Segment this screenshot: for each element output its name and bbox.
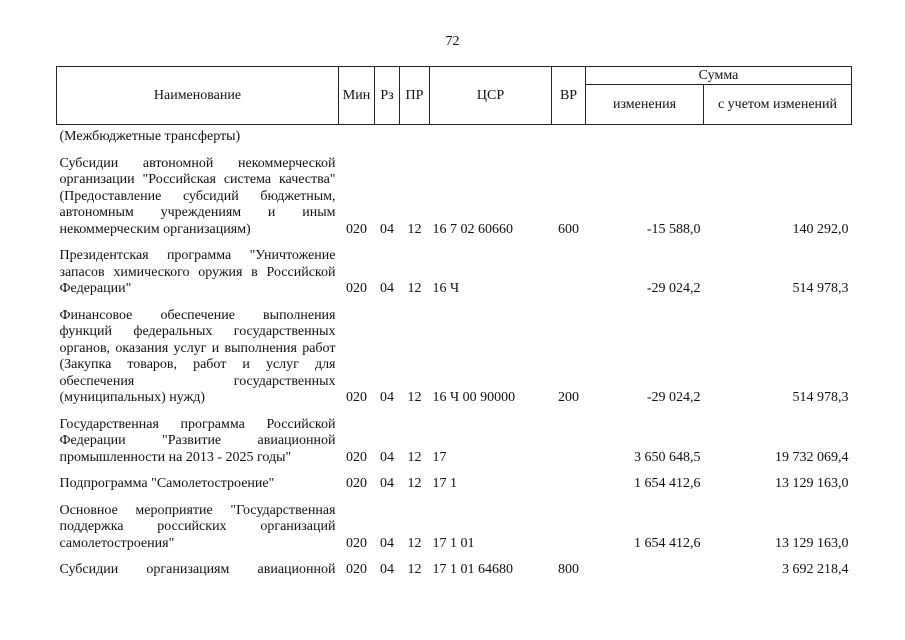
budget-table bbox=[56, 66, 852, 579]
row-min: 020 bbox=[346, 449, 367, 465]
row-csr: 16 Ч 00 90000 bbox=[432, 390, 516, 405]
row-csr: 17 1 01 bbox=[432, 535, 475, 551]
header-name: Наименование bbox=[57, 67, 339, 125]
header-with-changes: с учетом изменений bbox=[704, 85, 852, 125]
row-with-changes: 514 978,3 bbox=[792, 390, 849, 405]
row-name: Субсидии автономной некоммерческой организации "Российская система качества" (Предоставление субсидий бюджетным, автономным учреждениям и иным некоммерческим организациям) bbox=[59, 155, 336, 237]
row-pr: 12 bbox=[407, 562, 422, 577]
row-pr: 12 bbox=[407, 221, 422, 237]
row-csr: 16 7 02 60660 bbox=[432, 221, 513, 237]
row-vr: 600 bbox=[558, 221, 579, 237]
header-sum: Сумма bbox=[586, 67, 852, 85]
table-row bbox=[57, 298, 852, 407]
row-changes: -15 588,0 bbox=[646, 221, 701, 237]
table-row bbox=[57, 238, 852, 298]
row-rz: 04 bbox=[380, 449, 394, 465]
row-changes: 1 654 412,6 bbox=[634, 476, 701, 491]
header-pr: ПР bbox=[400, 67, 430, 125]
row-rz: 04 bbox=[380, 562, 394, 577]
row-csr: 17 1 01 64680 bbox=[432, 562, 513, 577]
row-rz: 04 bbox=[380, 535, 394, 551]
row-csr bbox=[430, 125, 552, 146]
row-with-changes: 140 292,0 bbox=[792, 221, 849, 237]
page-number: 72 bbox=[445, 34, 460, 49]
row-min: 020 bbox=[346, 562, 367, 577]
row-changes: -29 024,2 bbox=[646, 390, 701, 405]
row-changes: -29 024,2 bbox=[646, 281, 701, 296]
row-changes: 1 654 412,6 bbox=[634, 535, 701, 551]
row-with-changes: 19 732 069,4 bbox=[775, 449, 849, 465]
row-vr bbox=[552, 238, 586, 298]
row-min: 020 bbox=[346, 221, 367, 237]
row-pr: 12 bbox=[407, 449, 422, 465]
row-vr: 800 bbox=[558, 562, 579, 577]
header-csr: ЦСР bbox=[430, 67, 552, 125]
row-changes bbox=[586, 552, 704, 579]
header-min: Мин bbox=[339, 67, 375, 125]
row-with-changes: 3 692 218,4 bbox=[782, 562, 849, 577]
table-row bbox=[57, 552, 852, 579]
header-vr: ВР bbox=[552, 67, 586, 125]
table-row bbox=[57, 493, 852, 553]
header-rz: Рз bbox=[375, 67, 400, 125]
row-pr bbox=[400, 125, 430, 146]
row-rz: 04 bbox=[380, 476, 394, 491]
row-with-changes: 13 129 163,0 bbox=[775, 535, 849, 551]
row-name: Финансовое обеспечение выполнения функций федеральных государственных органов, оказания услуг и выполнения работ (Закупка товаров, работ и услуг для обеспечения государственных (муниципальных) нужд) bbox=[59, 307, 336, 405]
row-pr: 12 bbox=[407, 390, 422, 405]
row-csr: 17 bbox=[432, 449, 447, 465]
row-csr: 16 Ч bbox=[432, 281, 460, 296]
row-rz: 04 bbox=[380, 221, 394, 237]
row-vr: 200 bbox=[558, 390, 579, 405]
row-name: Президентская программа "Уничтожение запасов химического оружия в Российской Федерации" bbox=[59, 248, 336, 296]
row-name: Субсидии организациям авиационной bbox=[59, 562, 336, 577]
row-name: (Межбюджетные трансферты) bbox=[59, 129, 241, 144]
row-with-changes bbox=[704, 125, 852, 146]
row-min bbox=[339, 125, 375, 146]
row-min: 020 bbox=[346, 390, 367, 405]
table-row bbox=[57, 407, 852, 467]
row-changes bbox=[586, 125, 704, 146]
row-min: 020 bbox=[346, 535, 367, 551]
row-vr bbox=[552, 407, 586, 467]
row-changes: 3 650 648,5 bbox=[634, 449, 701, 465]
table-row bbox=[57, 125, 852, 146]
table-row bbox=[57, 146, 852, 239]
row-vr bbox=[552, 466, 586, 493]
table-body bbox=[57, 125, 852, 579]
row-pr: 12 bbox=[407, 281, 422, 296]
row-rz bbox=[375, 125, 400, 146]
row-csr: 17 1 bbox=[432, 476, 457, 491]
table-header bbox=[57, 67, 852, 125]
table-row bbox=[57, 466, 852, 493]
row-pr: 12 bbox=[407, 476, 422, 491]
row-min: 020 bbox=[346, 476, 367, 491]
row-name: Основное мероприятие "Государственная поддержка российских организаций самолетостроения" bbox=[59, 502, 336, 551]
row-rz: 04 bbox=[380, 390, 394, 405]
row-vr bbox=[552, 125, 586, 146]
row-min: 020 bbox=[346, 281, 367, 296]
row-rz: 04 bbox=[380, 281, 394, 296]
row-vr bbox=[552, 493, 586, 553]
row-name: Подпрограмма "Самолетостроение" bbox=[59, 476, 275, 491]
header-changes: изменения bbox=[586, 85, 704, 125]
row-with-changes: 514 978,3 bbox=[792, 281, 849, 296]
row-with-changes: 13 129 163,0 bbox=[775, 476, 849, 491]
row-name: Государственная программа Российской Федерации "Развитие авиационной промышленности на 2013 - 2025 годы" bbox=[59, 416, 336, 465]
row-pr: 12 bbox=[407, 535, 422, 551]
